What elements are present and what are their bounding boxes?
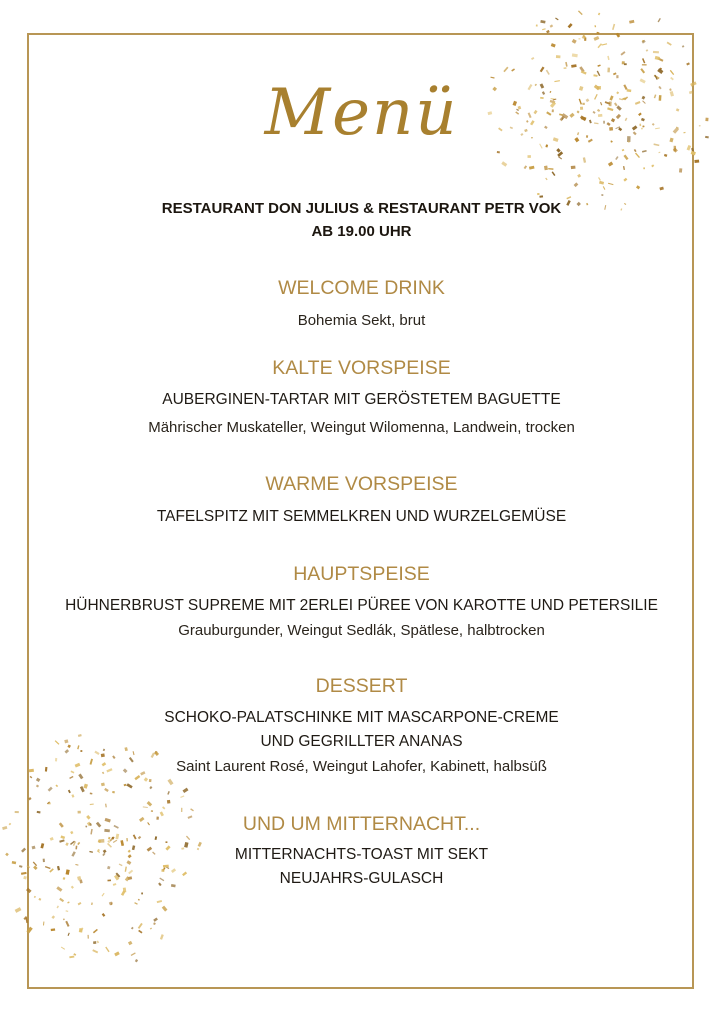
- hauptspeise-dish: HÜHNERBRUST SUPREME MIT 2ERLEI PÜREE VON KAROTTE UND PETERSILIE: [65, 597, 658, 614]
- confetti-piece: [578, 10, 583, 15]
- warme-vorspeise-dish: TAFELSPITZ MIT SEMMELKREN UND WURZELGEMÜSE: [156, 508, 567, 525]
- confetti-piece: [15, 907, 22, 913]
- restaurant-names: RESTAURANT DON JULIUS & RESTAURANT PETR VOK: [161, 200, 562, 217]
- kalte-vorspeise-dish: AUBERGINEN-TARTAR MIT GERÖSTETEM BAGUETTE: [162, 391, 561, 408]
- confetti-piece: [594, 25, 596, 27]
- confetti-piece: [536, 25, 538, 27]
- dessert-dish-line1: SCHOKO-PALATSCHINKE MIT MASCARPONE-CREME: [164, 709, 559, 726]
- confetti-piece: [540, 20, 545, 24]
- section-heading-welcome-drink: WELCOME DRINK: [278, 277, 445, 299]
- confetti-piece: [555, 18, 558, 21]
- dessert-dish-line2: UND GEGRILLTER ANANAS: [260, 733, 463, 750]
- mitternacht-item-gulasch: NEUJAHRS-GULASCH: [279, 870, 444, 887]
- start-time: AB 19.00 UHR: [311, 223, 412, 240]
- confetti-piece: [629, 20, 634, 24]
- hauptspeise-wine: Grauburgunder, Weingut Sedlák, Spätlese, halbtrocken: [178, 622, 545, 639]
- welcome-drink-item: Bohemia Sekt, brut: [297, 312, 426, 329]
- confetti-piece: [542, 28, 546, 30]
- section-heading-dessert: DESSERT: [315, 675, 408, 697]
- confetti-piece: [568, 23, 573, 28]
- section-heading-hauptspeise: HAUPTSPEISE: [293, 563, 430, 585]
- mitternacht-item-toast: MITTERNACHTS-TOAST MIT SEKT: [234, 846, 489, 863]
- section-heading-mitternacht: UND UM MITTERNACHT...: [242, 813, 481, 835]
- confetti-piece: [598, 13, 600, 16]
- menu-title: Menü: [264, 76, 459, 150]
- confetti-piece: [19, 865, 22, 868]
- section-heading-kalte-vorspeise: KALTE VORSPEISE: [272, 357, 451, 379]
- dessert-wine: Saint Laurent Rosé, Weingut Lahofer, Kabinett, halbsüß: [176, 758, 547, 775]
- confetti-piece: [612, 24, 615, 30]
- confetti-piece: [658, 18, 661, 22]
- section-heading-warme-vorspeise: WARME VORSPEISE: [265, 473, 458, 495]
- confetti-piece: [550, 24, 554, 27]
- kalte-vorspeise-wine: Mährischer Muskateller, Weingut Wilomenna, Landwein, trocken: [148, 419, 575, 436]
